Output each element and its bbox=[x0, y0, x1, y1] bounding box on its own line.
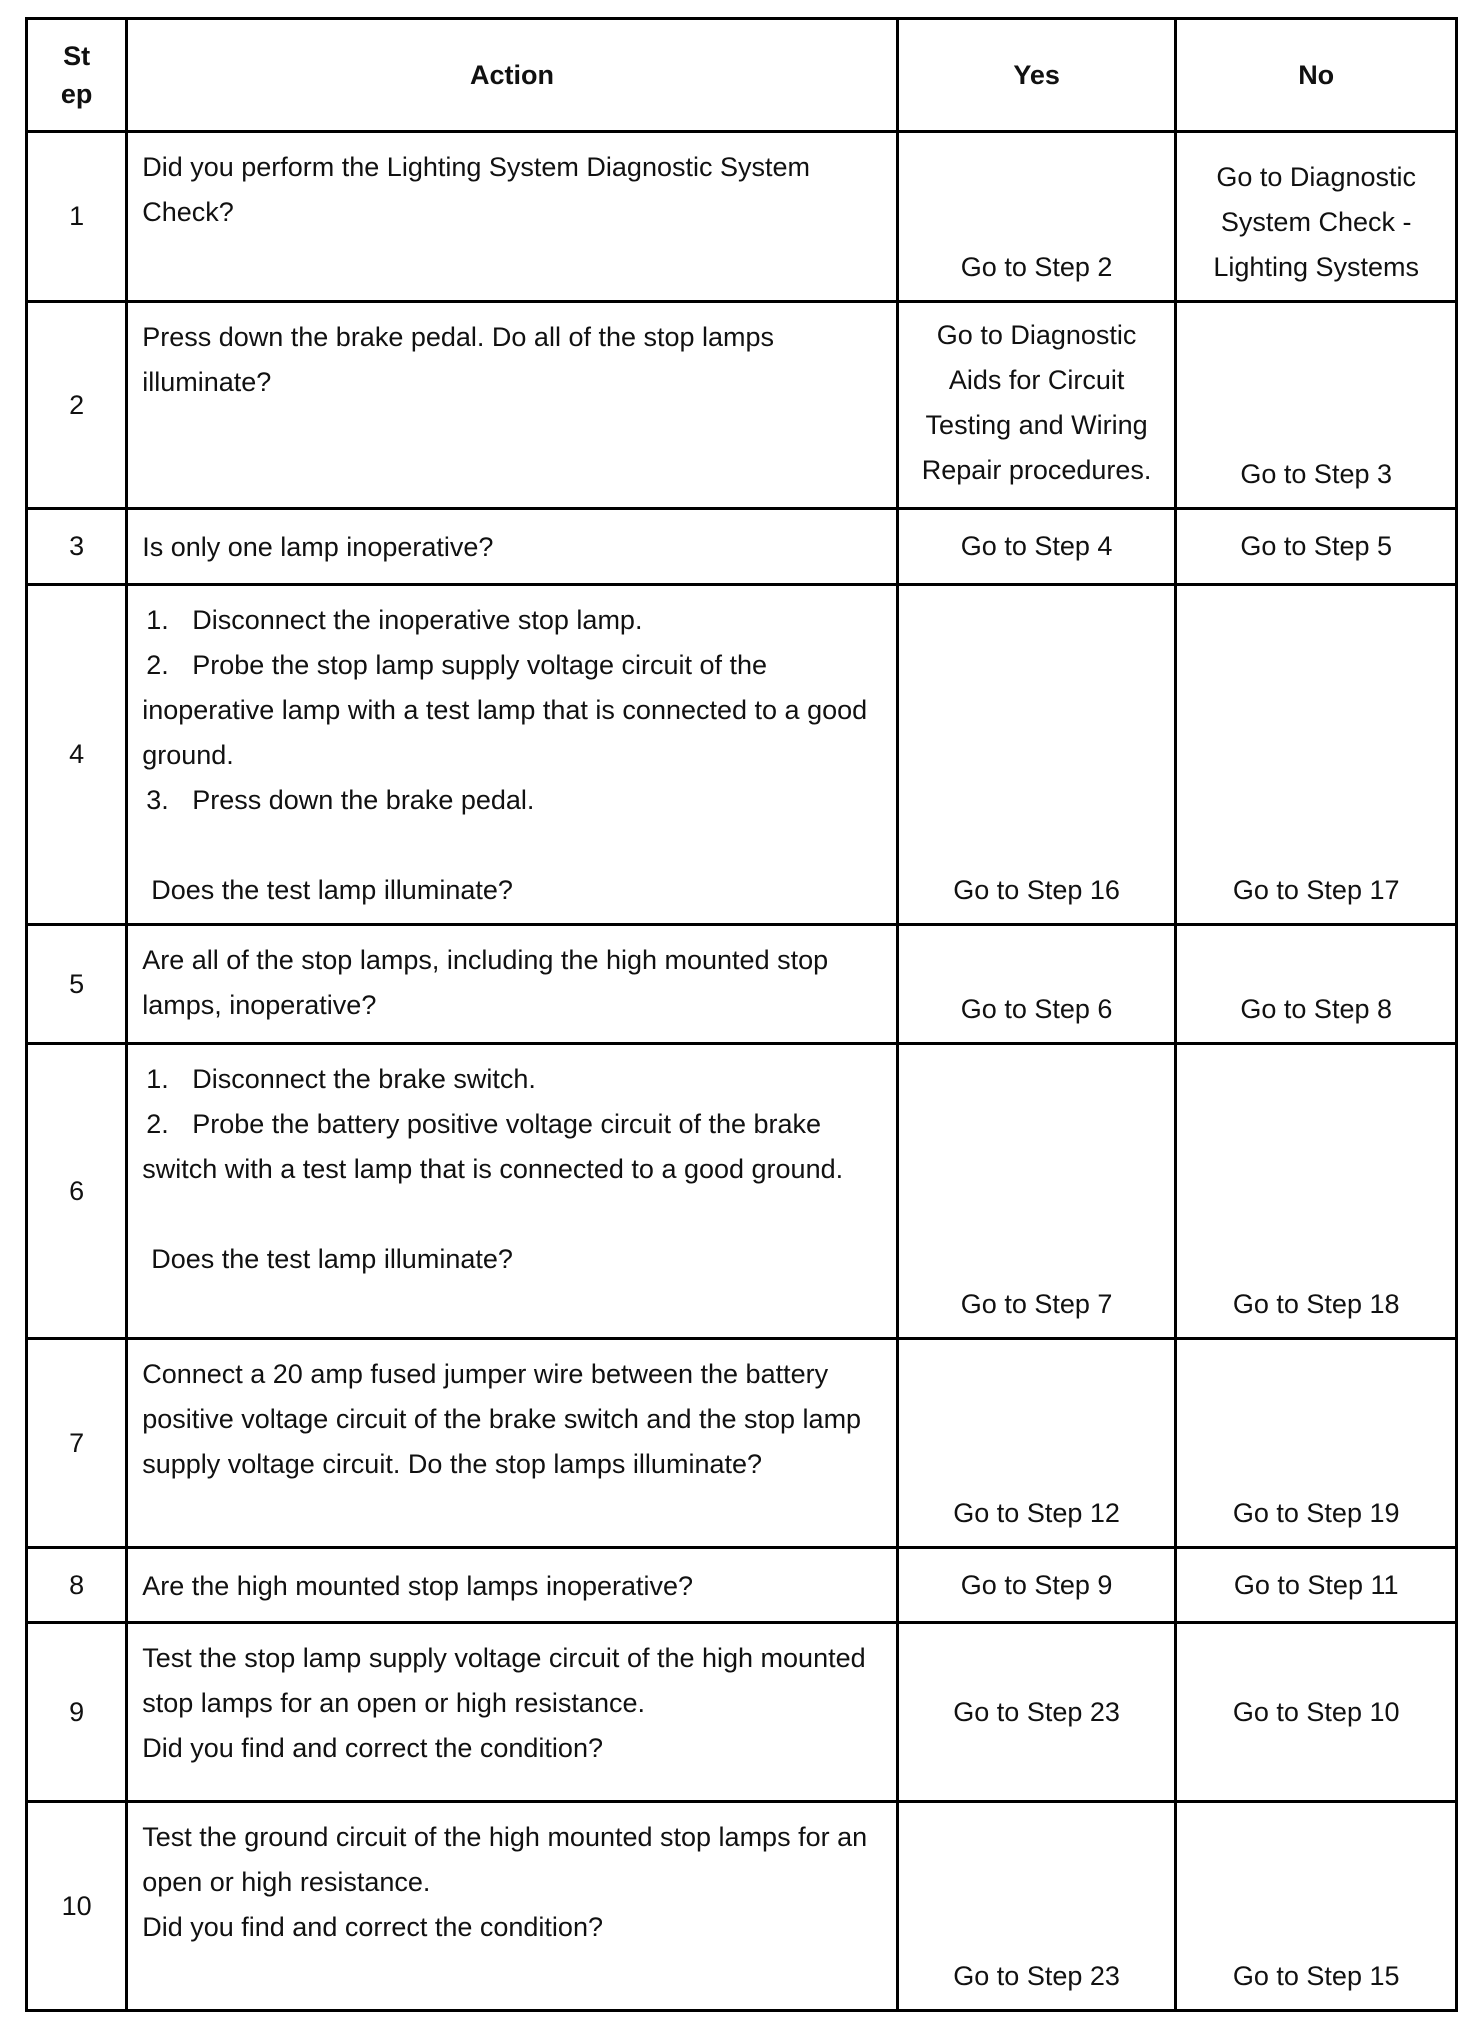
action-text: Did you perform the Lighting System Diagnostic System Check? bbox=[127, 132, 898, 302]
header-row bbox=[27, 19, 1457, 132]
table-row bbox=[27, 585, 1457, 925]
question-text: Does the test lamp illuminate? bbox=[151, 1244, 513, 1274]
header-action: Action bbox=[127, 19, 898, 132]
no-result: Go to Diagnostic System Check - Lighting Systems bbox=[1176, 132, 1457, 302]
question-text: Does the test lamp illuminate? bbox=[151, 875, 513, 905]
table-row bbox=[27, 925, 1457, 1044]
no-result: Go to Step 10 bbox=[1176, 1623, 1457, 1802]
yes-result: Go to Step 4 bbox=[897, 509, 1176, 585]
step-number: 8 bbox=[27, 1548, 127, 1623]
step-number: 7 bbox=[27, 1339, 127, 1548]
no-result: Go to Step 3 bbox=[1176, 302, 1457, 509]
yes-result: Go to Step 23 bbox=[897, 1802, 1176, 2011]
table-row bbox=[27, 509, 1457, 585]
step-number: 4 bbox=[27, 585, 127, 925]
action-text: Are all of the stop lamps, including the high mounted stop lamps, inoperative? bbox=[127, 925, 898, 1044]
action-cell bbox=[127, 1623, 898, 1802]
header-step: St ep bbox=[27, 19, 127, 132]
table-row bbox=[27, 1623, 1457, 1802]
list-item: 2. Probe the battery positive voltage circuit of the brake switch with a test lamp that is connected to a good ground. bbox=[142, 1109, 844, 1184]
yes-result: Go to Step 2 bbox=[897, 132, 1176, 302]
yes-result: Go to Step 23 bbox=[897, 1623, 1176, 1802]
table-row bbox=[27, 1044, 1457, 1339]
step-number: 3 bbox=[27, 509, 127, 585]
list-item: 1. Disconnect the inoperative stop lamp. bbox=[146, 605, 643, 635]
table-row bbox=[27, 1548, 1457, 1623]
action-text: Are the high mounted stop lamps inoperative? bbox=[127, 1548, 898, 1623]
action-cell bbox=[127, 1802, 898, 2011]
yes-result: Go to Diagnostic Aids for Circuit Testing and Wiring Repair procedures. bbox=[897, 302, 1176, 509]
yes-result: Go to Step 7 bbox=[897, 1044, 1176, 1339]
list-item: 1. Disconnect the brake switch. bbox=[146, 1064, 536, 1094]
table-row bbox=[27, 302, 1457, 509]
action-text: Connect a 20 amp fused jumper wire between the battery positive voltage circuit of the brake switch and the stop lamp supply voltage circuit. Do the stop lamps illuminate? bbox=[127, 1339, 898, 1548]
no-result: Go to Step 17 bbox=[1176, 585, 1457, 925]
step-number: 5 bbox=[27, 925, 127, 1044]
step-number: 6 bbox=[27, 1044, 127, 1339]
question-text: Did you find and correct the condition? bbox=[142, 1912, 603, 1942]
no-result: Go to Step 18 bbox=[1176, 1044, 1457, 1339]
no-result: Go to Step 8 bbox=[1176, 925, 1457, 1044]
no-result: Go to Step 15 bbox=[1176, 1802, 1457, 2011]
table-row bbox=[27, 132, 1457, 302]
action-text: Is only one lamp inoperative? bbox=[127, 509, 898, 585]
step-number: 2 bbox=[27, 302, 127, 509]
step-number: 9 bbox=[27, 1623, 127, 1802]
action-text: Test the stop lamp supply voltage circuit of the high mounted stop lamps for an open or high resistance. bbox=[142, 1643, 866, 1718]
question-text: Did you find and correct the condition? bbox=[142, 1733, 603, 1763]
step-number: 10 bbox=[27, 1802, 127, 2011]
action-text: Press down the brake pedal. Do all of the stop lamps illuminate? bbox=[127, 302, 898, 509]
yes-result: Go to Step 9 bbox=[897, 1548, 1176, 1623]
yes-result: Go to Step 16 bbox=[897, 585, 1176, 925]
no-result: Go to Step 5 bbox=[1176, 509, 1457, 585]
action-text: Test the ground circuit of the high mounted stop lamps for an open or high resistance. bbox=[142, 1822, 868, 1897]
list-item: 2. Probe the stop lamp supply voltage circuit of the inoperative lamp with a test lamp that is connected to a good ground. bbox=[142, 650, 868, 770]
diagnostic-table bbox=[25, 17, 1458, 2012]
yes-result: Go to Step 12 bbox=[897, 1339, 1176, 1548]
action-cell bbox=[127, 585, 898, 925]
no-result: Go to Step 19 bbox=[1176, 1339, 1457, 1548]
header-yes: Yes bbox=[897, 19, 1176, 132]
table-row bbox=[27, 1802, 1457, 2011]
yes-result: Go to Step 6 bbox=[897, 925, 1176, 1044]
table-row bbox=[27, 1339, 1457, 1548]
step-number: 1 bbox=[27, 132, 127, 302]
header-no: No bbox=[1176, 19, 1457, 132]
action-cell bbox=[127, 1044, 898, 1339]
list-item: 3. Press down the brake pedal. bbox=[146, 785, 535, 815]
no-result: Go to Step 11 bbox=[1176, 1548, 1457, 1623]
